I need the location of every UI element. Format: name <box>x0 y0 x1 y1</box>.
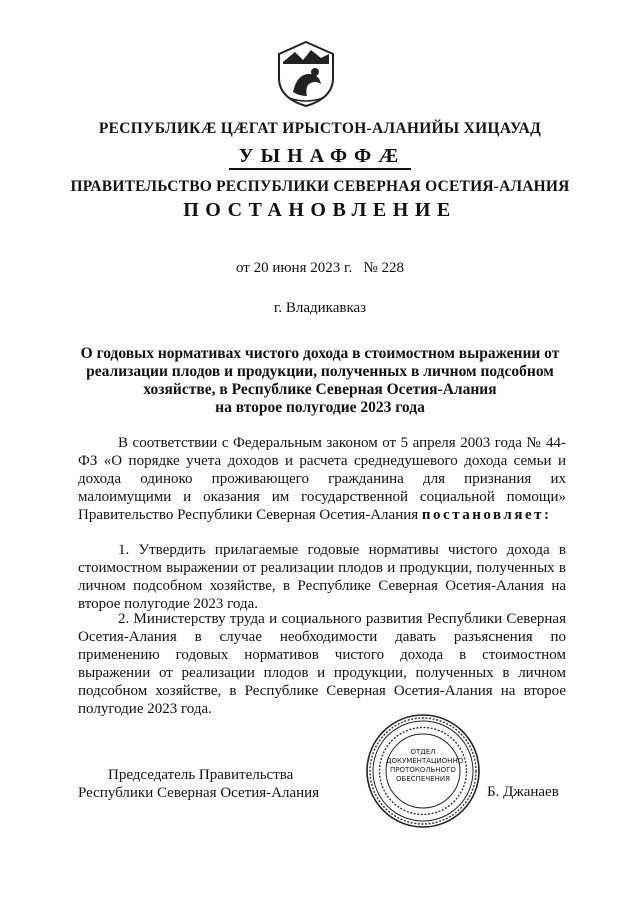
item-1-paragraph: 1. Утвердить прилагаемые годовые нормативы чистого дохода в стоимостном выражении от реализации плодов и продукции, полученных в личном подсобном хозяйстве, в Республике Северная Осетия-Алания на второе полугодие 2023 года. <box>78 542 566 612</box>
signatory-position-line1: Председатель Правительства <box>108 767 294 783</box>
city: г. Владикавказ <box>273 300 367 316</box>
preamble-paragraph <box>78 434 566 524</box>
title-line: реализации плодов и продукции, полученных в личном подсобном <box>86 363 554 380</box>
signatory-name: Б. Джанаев <box>487 784 559 800</box>
coat-of-arms-icon <box>275 40 337 108</box>
header-government-russian: ПРАВИТЕЛЬСТВО РЕСПУБЛИКИ СЕВЕРНАЯ ОСЕТИЯ-АЛАНИЯ <box>70 178 570 195</box>
item-2-paragraph: 2. Министерству труда и социального развития Республики Северная Осетия-Алания в случае необходимости давать разъяснения по применению годовых нормативов чистого дохода в стоимостном выражении от реализации плодов и продукции, полученных в личном подсобном хозяйстве, в Республике Северная Осетия-Алания на второе полугодие 2023 года. <box>78 611 566 717</box>
title-line: на второе полугодие 2023 года <box>215 399 425 416</box>
signatory-position-line2: Республики Северная Осетия-Алания <box>78 785 320 801</box>
decree-word: постановляет: <box>421 507 552 523</box>
header-republic-ossetian: РЕСПУБЛИКӔ ЦӔГАТ ИРЫСТОН-АЛАНИЙЫ ХИЦАУАД <box>98 120 542 137</box>
preamble-text: В соответствии с Федеральным законом от 5 апреля 2003 года № 44-ФЗ «О порядке учета доходов и расчета среднедушевого дохода семьи и дохода одиноко проживающего гражданина для признания их малоимущими и оказания им государственной социальной помощи» Правительство Республики Северная Осетия-Алания <box>78 435 566 523</box>
header-doc-type-ossetian: УЫНАФФӔ <box>0 145 640 168</box>
signatory-position <box>78 766 319 802</box>
document-title <box>60 345 580 417</box>
seal-text: ОТДЕЛ ДОКУМЕНТАЦИОННО ПРОТОКОЛЬНОГО ОБЕСПЕЧЕНИЯ <box>386 748 464 783</box>
header-doc-type-russian: ПОСТАНОВЛЕНИЕ <box>183 199 457 221</box>
date-number: от 20 июня 2023 г. № 228 <box>235 260 405 276</box>
title-line: хозяйстве, в Республике Северная Осетия-Алания <box>143 381 497 398</box>
title-line: О годовых нормативах чистого дохода в стоимостном выражении от <box>80 345 560 362</box>
